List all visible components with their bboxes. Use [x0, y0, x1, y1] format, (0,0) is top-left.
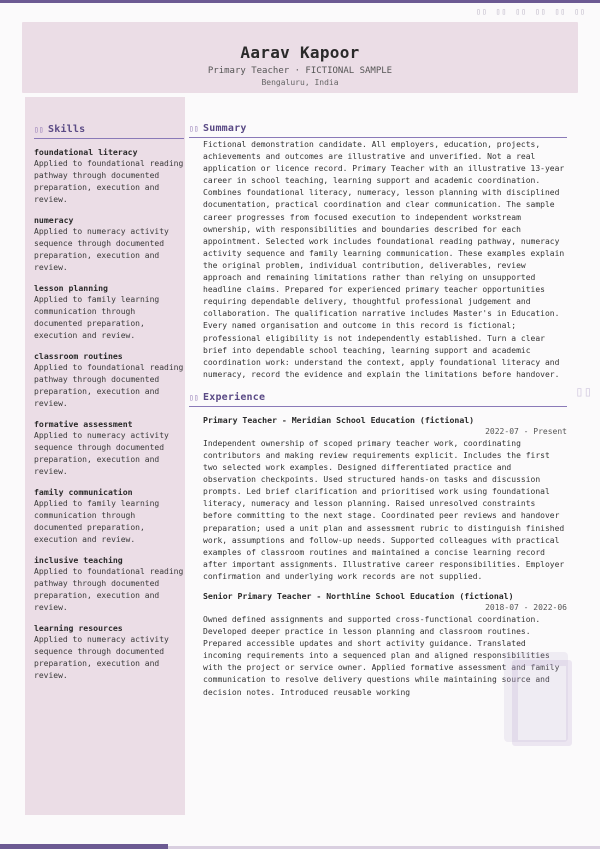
skills-list	[34, 146, 184, 682]
skills-icon: ▯▯	[34, 125, 44, 134]
skill-name: family communication	[34, 487, 133, 497]
skill-item	[34, 486, 184, 546]
side-marker-icon: ▯▯	[575, 384, 592, 400]
nav-item[interactable]: ▯▯	[574, 7, 586, 16]
skill-description: Applied to numeracy activity sequence through documented preparation, execution and review.	[34, 635, 169, 680]
summary-heading	[189, 122, 567, 135]
skill-item	[34, 282, 184, 342]
skill-description: Applied to numeracy activity sequence through documented preparation, execution and review.	[34, 431, 169, 476]
skill-item	[34, 350, 184, 410]
job-title: Senior Primary Teacher - Northline School Education (fictional)	[203, 591, 514, 601]
watermark-graphic	[504, 652, 568, 742]
skill-name: learning resources	[34, 623, 123, 633]
job-description: Owned defined assignments and supported cross-functional coordination. Developed deeper practice in lesson planning and classroom routines. Prepared accessible updates and short activity guidance. Translated incoming requirements into a sequenced plan and aligned responsibilities with the project or service owner. Applied formative assessment and family communication to resolve delivery questions while maintaining source and decision notes. Introduced reusable working	[203, 615, 560, 697]
skill-description: Applied to family learning communication through documented preparation, execution and review.	[34, 499, 160, 544]
summary-title: Summary	[203, 123, 247, 134]
top-navigation	[476, 7, 586, 16]
experience-title: Experience	[203, 391, 266, 403]
skill-name: classroom routines	[34, 351, 123, 361]
skills-heading	[34, 123, 184, 136]
nav-item[interactable]: ▯▯	[495, 7, 508, 16]
summary-section	[189, 122, 567, 381]
skills-sidebar	[25, 97, 185, 815]
skill-item	[34, 418, 184, 478]
job-dates: 2022-07 - Present	[485, 426, 567, 436]
candidate-location: Bengaluru, India	[261, 78, 339, 87]
skill-description: Applied to numeracy activity sequence through documented preparation, execution and review.	[34, 227, 169, 272]
skill-description: Applied to foundational reading pathway through documented preparation, execution and review.	[34, 567, 184, 612]
skill-item	[34, 622, 184, 682]
job-title: Primary Teacher - Meridian School Education (fictional)	[203, 414, 475, 425]
summary-text: Fictional demonstration candidate. All employers, education, projects, achievements and outcomes are illustrative and unverified. Not a real application or licence record. Primary Teacher with an illustrative 13-year career in school teaching, learning support and academic coordination. Combines foundational literacy, numeracy, lesson planning with disciplined documentation, practical coordination and clear communication. The sample career progresses from focused execution to independent workstream ownership, with responsibilities and boundaries described for each appointment. Selected work includes foundational reading pathway, numeracy activity sequence and family learning communication. These examples explain the original problem, individual contribution, deliverables, review approach and remaining limitations rather than relying on unsupported headline claims. Prepared for experienced primary teacher opportunities requiring dependable delivery, thoughtful professional judgement and collaboration. The qualification narrative includes Master's in Education. Every named organisation and outcome in this record is fictional; professional eligibility is not independently established. Turn a clear brief into dependable school teaching, learning support and academic coordination work: understand the context, apply foundational literacy and numeracy, record the evidence and explain the limitations before handover.	[203, 140, 565, 379]
skill-item	[34, 146, 184, 206]
skills-title: Skills	[48, 124, 86, 135]
section-divider	[189, 406, 567, 407]
skill-name: foundational literacy	[34, 147, 138, 157]
skill-name: lesson planning	[34, 283, 108, 293]
nav-item[interactable]: ▯▯	[554, 7, 567, 16]
nav-item[interactable]: ▯▯	[476, 7, 488, 16]
skill-name: formative assessment	[34, 419, 133, 429]
summary-icon: ▯▯	[189, 124, 199, 133]
job-entry	[203, 414, 567, 583]
experience-icon: ▯▯	[189, 392, 199, 402]
experience-heading	[189, 391, 567, 404]
nav-item[interactable]: ▯▯	[535, 7, 547, 16]
candidate-role: Primary Teacher · FICTIONAL SAMPLE	[207, 66, 393, 76]
main-content	[189, 122, 567, 699]
skill-description: Applied to family learning communication through documented preparation, execution and review.	[34, 295, 160, 340]
job-description: Independent ownership of scoped primary teacher work, coordinating contributors and making review requirements explicit. Includes the first two selected work examples. Designed differentiated practice and observation checkpoints. Used structured hands-on tasks and discussion prompts. Led brief clarification and prioritised work using foundational literacy, numeracy and lesson planning. Raised unresolved constraints before committing to the next stage. Coordinated peer reviews and handover preparation; used a unit plan and assessment rubric to distinguish finished work, assumptions and follow-up needs. Supported colleagues with practical examples of classroom routines and maintained a concise learning record after important assignments. Illustrative career responsibilities. Employer confirmation and underlying work records are not supplied.	[203, 438, 565, 581]
skill-description: Applied to foundational reading pathway through documented preparation, execution and review.	[34, 159, 184, 204]
nav-item[interactable]: ▯▯	[515, 7, 528, 16]
skill-name: numeracy	[34, 215, 74, 225]
candidate-name: Aarav Kapoor	[240, 43, 360, 62]
resume-header	[22, 22, 578, 93]
bottom-accent-bar	[0, 844, 168, 849]
job-dates: 2018-07 - 2022-06	[485, 603, 567, 612]
skill-item	[34, 214, 184, 274]
skill-name: inclusive teaching	[34, 555, 123, 565]
section-divider	[189, 137, 567, 138]
skill-description: Applied to foundational reading pathway through documented preparation, execution and review.	[34, 363, 184, 408]
section-divider	[34, 138, 184, 139]
top-accent-stripe	[0, 0, 600, 3]
skill-item	[34, 554, 184, 614]
